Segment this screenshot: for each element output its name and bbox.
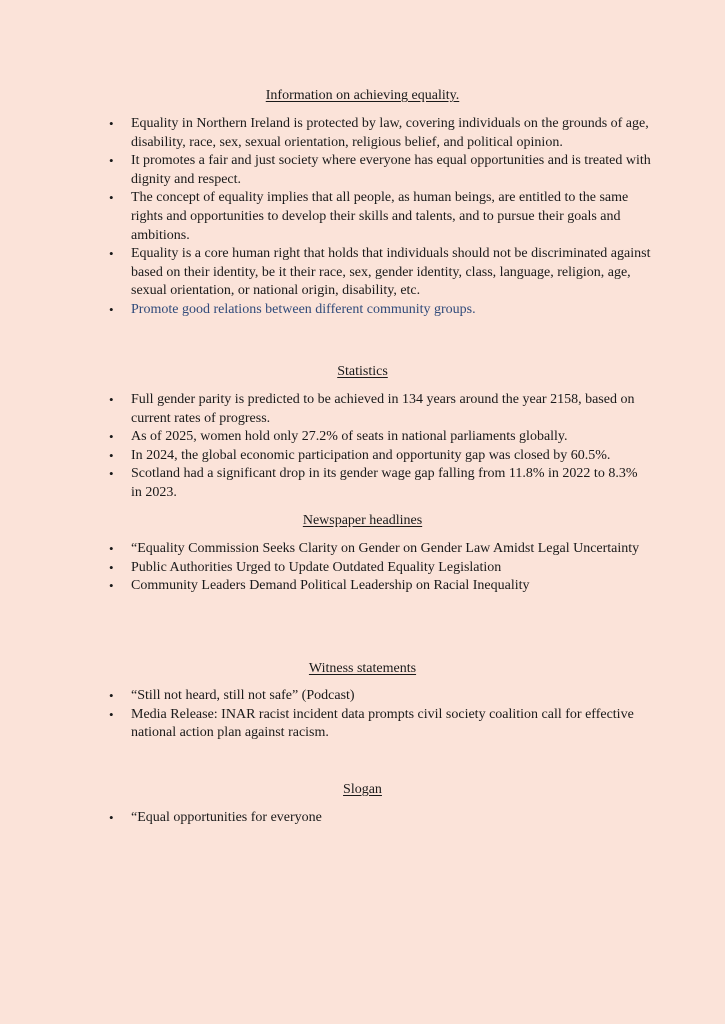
heading-slogan: Slogan — [343, 782, 382, 797]
list-item-text: Equality in Northern Ireland is protected by law, covering individuals on the grounds of age, disability, race, sex, sexual orientation, religious belief, and political opinion. — [131, 116, 649, 150]
list-item-text: Full gender parity is predicted to be achieved in 134 years around the year 2158, based on current rates of progress. — [131, 392, 635, 426]
list-item — [109, 559, 651, 578]
bullet-icon: • — [109, 578, 114, 594]
heading-newspaper-headlines: Newspaper headlines — [302, 513, 423, 528]
list-slogan — [109, 809, 651, 828]
heading-statistics: Statistics — [337, 364, 388, 379]
bullet-icon: • — [109, 116, 114, 131]
bullet-icon: • — [109, 706, 114, 722]
bullet-icon: • — [109, 466, 114, 482]
list-item-text: Media Release: INAR racist incident data prompts civil society coalition call for effective national action plan against racism. — [131, 706, 634, 741]
bullet-icon: • — [109, 559, 114, 575]
list-item — [109, 189, 651, 245]
list-item — [109, 540, 651, 559]
bullet-icon: • — [109, 246, 114, 262]
list-information — [109, 115, 651, 320]
list-item — [109, 245, 651, 301]
list-item-text: Promote good relations between different community groups. — [131, 301, 476, 317]
list-item — [109, 809, 651, 828]
list-item — [109, 391, 651, 428]
list-item — [109, 115, 651, 152]
heading-information: Information on achieving equality. — [265, 88, 460, 103]
heading-witness-statements: Witness statements — [308, 661, 417, 676]
list-item-text: Community Leaders Demand Political Leadership on Racial Inequality — [131, 578, 530, 594]
bullet-icon: • — [109, 153, 114, 169]
list-item-text: Equality is a core human right that holds that individuals should not be discriminated against based on their identity, be it their race, sex, gender identity, class, language, religion, age, sexual orientation, or national origin, disability, etc. — [131, 246, 651, 299]
list-item-text: Public Authorities Urged to Update Outdated Equality Legislation — [131, 559, 502, 575]
list-item-text: “Equal opportunities for everyone — [131, 810, 322, 825]
list-newspaper-headlines — [109, 540, 651, 596]
list-item — [109, 577, 651, 596]
list-item — [109, 706, 651, 743]
list-item-text: “Still not heard, still not safe” (Podcast) — [131, 688, 355, 703]
bullet-icon: • — [109, 429, 114, 445]
list-item — [109, 152, 651, 189]
list-item-text: As of 2025, women hold only 27.2% of seats in national parliaments globally. — [131, 429, 568, 445]
list-witness-statements — [109, 687, 651, 743]
bullet-icon: • — [109, 447, 114, 463]
bullet-icon: • — [109, 301, 114, 317]
list-item-text: The concept of equality implies that all people, as human beings, are entitled to the same rights and opportunities to develop their skills and talents, and to pursue their goals and ambitions. — [131, 190, 629, 243]
list-item — [109, 428, 651, 447]
list-statistics — [109, 391, 651, 503]
list-item — [109, 301, 651, 320]
list-item-text: “Equality Commission Seeks Clarity on Gender on Gender Law Amidst Legal Uncertainty — [131, 541, 640, 556]
list-item — [109, 687, 651, 706]
bullet-icon: • — [109, 541, 114, 556]
list-item — [109, 465, 651, 502]
bullet-icon: • — [109, 392, 114, 407]
list-item — [109, 447, 651, 466]
list-item-text: It promotes a fair and just society where everyone has equal opportunities and is treated with dignity and respect. — [131, 153, 651, 187]
bullet-icon: • — [109, 688, 114, 703]
list-item-text: Scotland had a significant drop in its gender wage gap falling from 11.8% in 2022 to 8.3% in 2023. — [131, 466, 638, 500]
bullet-icon: • — [109, 190, 114, 206]
bullet-icon: • — [109, 810, 114, 825]
list-item-text: In 2024, the global economic participation and opportunity gap was closed by 60.5%. — [131, 447, 611, 463]
